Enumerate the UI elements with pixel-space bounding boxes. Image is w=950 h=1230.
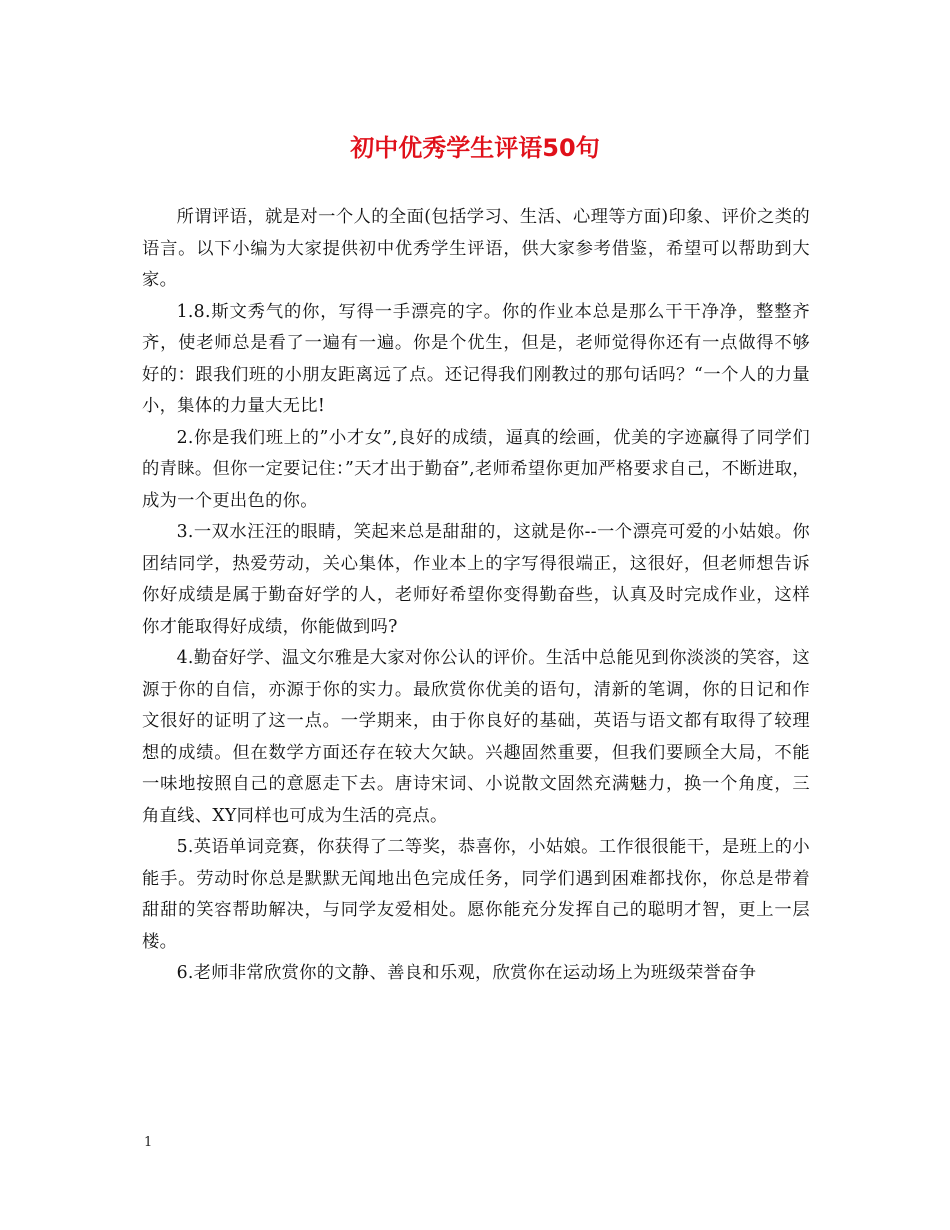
document-body [142,202,810,990]
page-number: 1 [144,1135,153,1150]
comment-paragraph-5: 5.英语单词竞赛，你获得了二等奖，恭喜你，小姑娘。工作很很能干，是班上的小能手。劳动时你总是默默无闻地出色完成任务，同学们遇到困难都找你，你总是带着甜甜的笑容帮助解决，与同学友爱相处。愿你能充分发挥自己的聪明才智，更上一层楼。 [142,837,810,952]
intro-paragraph: 所谓评语，就是对一个人的全面(包括学习、生活、心理等方面)印象、评价之类的语言。以下小编为大家提供初中优秀学生评语，供大家参考借鉴，希望可以帮助到大家。 [142,207,810,290]
comment-paragraph-3: 3.一双水汪汪的眼睛，笑起来总是甜甜的，这就是你--一个漂亮可爱的小姑娘。你团结同学，热爱劳动，关心集体，作业本上的字写得很端正，这很好，但老师想告诉你好成绩是属于勤奋好学的人，老师好希望你变得勤奋些，认真及时完成作业，这样你才能取得好成绩，你能做到吗? [142,522,810,637]
comment-paragraph-1: 1.8.斯文秀气的你，写得一手漂亮的字。你的作业本总是那么干干净净，整整齐齐，使老师总是看了一遍有一遍。你是个优生，但是，老师觉得你还有一点做得不够好的：跟我们班的小朋友距离远了点。还记得我们刚教过的那句话吗？“一个人的力量小，集体的力量大无比! [142,301,810,416]
comment-paragraph-2: 2.你是我们班上的”小才女”,良好的成绩，逼真的绘画，优美的字迹赢得了同学们的青睐。但你一定要记住：”天才出于勤奋”,老师希望你更加严格要求自己，不断进取，成为一个更出色的你。 [142,427,810,511]
document-title: 初中优秀学生评语50句 [350,134,600,162]
comment-paragraph-4: 4.勤奋好学、温文尔雅是大家对你公认的评价。生活中总能见到你淡淡的笑容，这源于你的自信，亦源于你的实力。最欣赏你优美的语句，清新的笔调，你的日记和作文很好的证明了这一点。一学期来，由于你良好的基础，英语与语文都有取得了较理想的成绩。但在数学方面还存在较大欠缺。兴趣固然重要，但我们要顾全大局，不能一味地按照自己的意愿走下去。唐诗宋词、小说散文固然充满魅力，换一个角度，三角直线、XY同样也可成为生活的亮点。 [142,648,810,826]
comment-paragraph-6: 6.老师非常欣赏你的文静、善良和乐观，欣赏你在运动场上为班级荣誉奋争 [176,963,757,983]
